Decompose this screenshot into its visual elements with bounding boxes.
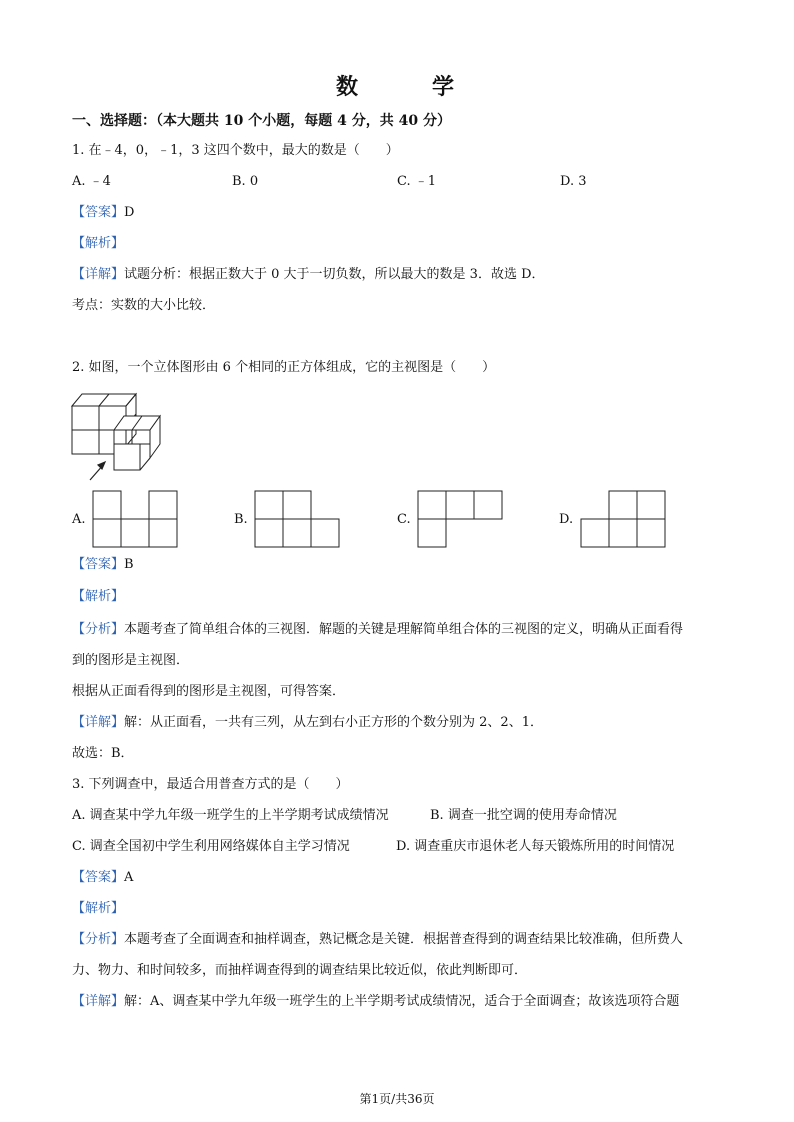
q1-option-d: D. 3 bbox=[560, 174, 587, 189]
title-left: 数 bbox=[335, 74, 362, 100]
detail-tag: 【详解】 bbox=[72, 267, 125, 282]
q1-stem: 1. 在﹣4，0，﹣1，3 这四个数中，最大的数是（ ） bbox=[72, 143, 399, 158]
q1-option-a: A. ﹣4 bbox=[72, 174, 111, 189]
q2-option-c-figure bbox=[417, 490, 505, 548]
page-title bbox=[0, 70, 794, 101]
q2-conclusion: 故选：B． bbox=[72, 746, 134, 761]
q2-option-b-label: B. bbox=[234, 512, 248, 527]
q3-detail bbox=[72, 994, 679, 1010]
q2-answer bbox=[72, 557, 134, 573]
q2-solid-figure bbox=[68, 386, 168, 486]
q3-option-a: A. 调查某中学九年级一班学生的上半学期考试成绩情况 bbox=[72, 808, 389, 823]
title-right: 学 bbox=[432, 74, 459, 100]
q3-fenxi-line2: 力、物力、和时间较多，而抽样调查得到的调查结果比较近似，依此判断即可． bbox=[72, 963, 528, 978]
q1-analysis-tag: 【解析】 bbox=[72, 236, 125, 251]
detail-text: 解：A、调查某中学九年级一班学生的上半学期考试成绩情况，适合于全面调查；故该选项符合题 bbox=[124, 994, 680, 1009]
q1-option-b: B. 0 bbox=[232, 174, 259, 189]
answer-value: A bbox=[124, 870, 134, 885]
fenxi-text: 本题考查了简单组合体的三视图．解题的关键是理解简单组合体的三视图的定义，明确从正面看得 bbox=[124, 622, 684, 637]
detail-tag: 【详解】 bbox=[72, 994, 125, 1009]
q2-option-d-label: D. bbox=[559, 512, 574, 527]
q3-option-c: C. 调查全国初中学生利用网络媒体自主学习情况 bbox=[72, 839, 350, 854]
q3-answer bbox=[72, 870, 133, 886]
q2-fenxi-line1 bbox=[72, 622, 683, 638]
detail-tag: 【详解】 bbox=[72, 715, 125, 730]
detail-text: 试题分析：根据正数大于 0 大于一切负数，所以最大的数是 3．故选 D． bbox=[124, 267, 545, 282]
fenxi-text: 本题考查了全面调查和抽样调查，熟记概念是关键．根据普查得到的调查结果比较准确，但所费人 bbox=[124, 932, 684, 947]
q1-note: 考点：实数的大小比较． bbox=[72, 298, 216, 313]
q2-option-a-figure bbox=[92, 490, 180, 548]
q3-option-d: D. 调查重庆市退休老人每天锻炼所用的时间情况 bbox=[396, 839, 675, 854]
fenxi-tag: 【分析】 bbox=[72, 932, 125, 947]
q1-detail bbox=[72, 267, 545, 283]
answer-tag: 【答案】 bbox=[72, 205, 125, 220]
section-heading: 一、选择题：（本大题共 10 个小题，每题 4 分，共 40 分） bbox=[72, 113, 451, 129]
answer-value: D bbox=[124, 205, 135, 220]
q1-answer bbox=[72, 205, 134, 221]
q3-stem: 3. 下列调查中，最适合用普查方式的是（ ） bbox=[72, 777, 349, 792]
page-footer: 第1页/共36页 bbox=[359, 1092, 435, 1106]
q3-option-b: B. 调查一批空调的使用寿命情况 bbox=[430, 808, 617, 823]
q3-analysis-tag: 【解析】 bbox=[72, 901, 125, 916]
q2-option-d-figure bbox=[580, 490, 668, 548]
q1-option-c: C. ﹣1 bbox=[397, 174, 437, 189]
q2-detail bbox=[72, 715, 543, 731]
q2-option-a-label: A. bbox=[72, 512, 86, 527]
fenxi-tag: 【分析】 bbox=[72, 622, 125, 637]
q2-option-b-figure bbox=[254, 490, 342, 548]
answer-tag: 【答案】 bbox=[72, 557, 125, 572]
answer-value: B bbox=[124, 557, 134, 572]
q3-fenxi-line1 bbox=[72, 932, 683, 948]
q2-fenxi-line2: 到的图形是主视图． bbox=[72, 653, 190, 668]
q2-analysis-tag: 【解析】 bbox=[72, 589, 125, 604]
q2-fenxi-line3: 根据从正面看得到的图形是主视图，可得答案． bbox=[72, 684, 346, 699]
q2-stem: 2. 如图，一个立体图形由 6 个相同的正方体组成，它的主视图是（ ） bbox=[72, 360, 496, 375]
answer-tag: 【答案】 bbox=[72, 870, 125, 885]
detail-text: 解：从正面看，一共有三列，从左到右小正方形的个数分别为 2、2、1． bbox=[124, 715, 543, 730]
q2-option-c-label: C. bbox=[397, 512, 411, 527]
